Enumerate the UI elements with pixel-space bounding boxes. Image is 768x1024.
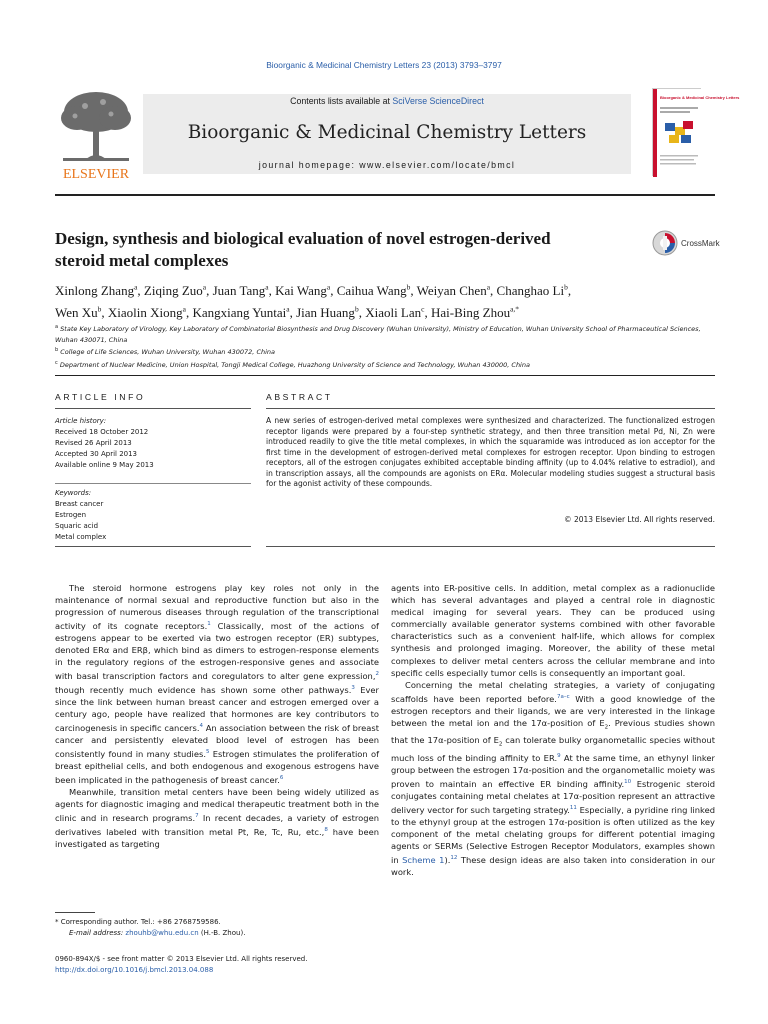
body-column-left bbox=[55, 582, 379, 850]
author: Juan Tang$^a$, bbox=[212, 283, 276, 299]
body-paragraph: agents into ER-positive cells. In addition, metal complex as a radionuclide which has several advantages and played a central role in diagnostic medical imaging for several years. They can be produced using commercially available generator systems combined with other favorable characteristics such as a convenient half-life, which allows for complex synthesis and prolonged imaging. Moreover, the ability of these metal complexes to deliver metal centers across the cellular membrane and into specific cells especially tumor cells is consequently an important goal. bbox=[391, 583, 715, 678]
abstract-heading: ABSTRACT bbox=[266, 392, 333, 402]
author: Xiaoli Lan$^c$, bbox=[365, 304, 431, 320]
body-column-right bbox=[391, 582, 715, 878]
abstract-copyright: © 2013 Elsevier Ltd. All rights reserved. bbox=[564, 515, 715, 524]
author: Caihua Wang$^b$, bbox=[336, 283, 417, 299]
reference-link[interactable]: 10 bbox=[624, 779, 632, 786]
journal-homepage[interactable]: journal homepage: www.elsevier.com/locate/bmcl bbox=[258, 160, 516, 170]
reference-link[interactable]: 11 bbox=[569, 805, 577, 812]
front-matter bbox=[55, 954, 455, 976]
header-rule bbox=[55, 194, 715, 196]
author: Kangxiang Yuntai$^a$, bbox=[192, 304, 297, 320]
journal-title: Bioorganic & Medicinal Chemistry Letters bbox=[187, 122, 587, 143]
author: Changhao Li$^b$, bbox=[496, 283, 572, 299]
keyword: Squaric acid bbox=[55, 522, 99, 530]
doi-link[interactable]: http://dx.doi.org/10.1016/j.bmcl.2013.04.088 bbox=[55, 966, 214, 974]
body-paragraph: Concerning the metal chelating strategies, a variety of conjugating scaffolds have been reported before.$^{7a-c}$ With a good knowledge of the estrogen receptors and their ligands, we are very interested in the linkage between the metal ion and the 17α-position of $E_2$. Previous studies shown that the 17α-position of $E_2$ can tolerate bulky organometallic species without much loss of the binding affinity to ER.$^9$ At the same time, an ethynyl linker group between the estrogen 17α-position and the organometallic moiety was proven to maintain an effective ER binding affinity.$^{10}$ Estrogenic steroid conjugates containing metal chelates at 17α-position represent an attractive delivery vector for such targeting strategy.$^{11}$ Especially, a pyridine ring linked to the ethynyl group at the estrogen 17α-position is often utilized as the key component of the metal chelating groups for different potential imaging agents or SERMs (Selective Estrogen Receptor Modulators, examples shown in Scheme 1).$^{12}$ These design ideas are also taken into consideration in our work. bbox=[391, 679, 715, 878]
abstract-text: A new series of estrogen-derived metal complexes were synthesized and characterized. The functionalized estrogen receptor ligands were prepared by a four-step synthetic strategy, and then three transition metal Pd, Ni, Zn were introduced readily to give the title metal complexes, in which the squaramide was introduced as ion acceptor for the first time in the development of estrogen-derived metal complexes for estrogen receptor. Upon binding to estrogen receptors, all of the estrogen conjugates exhibited acceptable binding affinity (up to 4.04% relative to estradiol), and in transcription assays, all the compounds are agonists on ERα. Molecular modeling studies suggest a structural basis for the agonist activity of these compounds. bbox=[266, 416, 715, 488]
crossmark-badge[interactable] bbox=[652, 230, 720, 256]
affiliation-a: $^a$ State Key Laboratory of Virology, Key Laboratory of Combinatorial Biosynthesis and Drug Discovery (Wuhan University), Ministry of Education, Wuhan University School of Pharmaceutical Sciences, Wuhan 430071, China bbox=[55, 324, 701, 344]
crossmark-label: CrossMark bbox=[681, 238, 720, 248]
corresponding-author: * Corresponding author. Tel.: +86 2768759586. bbox=[55, 918, 221, 926]
email-line: E-mail address: zhouhb@whu.edu.cn (H.-B. Zhou). bbox=[69, 929, 246, 937]
body-paragraph: The steroid hormone estrogens play key roles not only in the maintenance of normal sexual and reproductive function but also in the progression of numerous diseases through regulation of the transcriptional activity of its cognate receptors.$^1$ Classically, most of the actions of estrogens appear to be exerted via two estrogen receptor (ER) subtypes, denoted ERα and ERβ, which bind as dimers to estrogen-response elements in the regulatory regions of the estrogen-responsive genes and associate with basal transcription factors and coregulators to alter gene expression,$^2$ though recently much evidence has shown some other pathways.$^3$ Ever since the link between human breast cancer and estrogen emerged over a century ago, people have realized that hormones are key contributors to carcinogenesis in specific cancers.$^4$ An association between the risk of breast cancer and persistently elevated blood level of estrogen has been consistently found in many studies.$^5$ Estrogen stimulates the proliferation of breast epithelial cells, and both endogenous and exogenous estrogens have been implicated in the pathogenesis of breast cancer.$^6$ bbox=[55, 583, 380, 786]
author: Weiyan Chen$^a$, bbox=[416, 283, 497, 299]
elsevier-wordmark: ELSEVIER bbox=[62, 167, 130, 182]
contents-prefix: Contents lists available at bbox=[290, 96, 393, 106]
keywords bbox=[55, 488, 251, 543]
reference-link[interactable]: 2 bbox=[375, 671, 379, 678]
body-paragraph: Meanwhile, transition metal centers have been being widely utilized as agents for diagnostic imaging and medical therapeutic treatment both in the clinic and in research programs.$^7$ In recent decades, a variety of estrogen derivatives labeled with transition metal Pt, Re, Tc, Ru, etc.,$^8$ have been investigated as targeting bbox=[55, 787, 379, 850]
elsevier-logo[interactable] bbox=[55, 88, 137, 184]
article-title-line-1: Design, synthesis and biological evaluation of novel estrogen-derived bbox=[55, 229, 551, 248]
history-online: Available online 9 May 2013 bbox=[55, 461, 154, 469]
journal-banner bbox=[55, 88, 740, 186]
author: Hai-Bing Zhou$^{a,*}$ bbox=[431, 304, 520, 320]
affiliation-rule bbox=[55, 375, 715, 376]
reference-link[interactable]: 9 bbox=[557, 753, 561, 760]
journal-cover-thumbnail[interactable] bbox=[652, 88, 740, 176]
author: Jian Huang$^b$, bbox=[296, 304, 366, 320]
history-received: Received 18 October 2012 bbox=[55, 428, 149, 436]
author: Wen Xu$^b$, bbox=[55, 304, 108, 320]
footnote-rule bbox=[55, 912, 95, 913]
article-history bbox=[55, 416, 251, 471]
keywords-label: Keywords: bbox=[55, 489, 92, 497]
reference-link[interactable]: 6 bbox=[279, 775, 284, 782]
issn-line: 0960-894X/$ - see front matter © 2013 Elsevier Ltd. All rights reserved. bbox=[55, 955, 308, 963]
reference-link[interactable]: 3 bbox=[351, 685, 355, 692]
history-accepted: Accepted 30 April 2013 bbox=[55, 450, 138, 458]
keyword: Metal complex bbox=[55, 533, 107, 541]
keyword: Breast cancer bbox=[55, 500, 104, 508]
article-info-end-rule bbox=[55, 546, 251, 547]
author: Xinlong Zhang$^a$, bbox=[55, 283, 144, 299]
author: Kai Wang$^a$, bbox=[275, 283, 337, 299]
reference-link[interactable]: 5 bbox=[205, 749, 210, 756]
crossmark-icon bbox=[652, 230, 678, 256]
sciencedirect-link[interactable]: SciVerse ScienceDirect bbox=[392, 96, 484, 106]
author: Ziqing Zuo$^a$, bbox=[143, 283, 213, 299]
journal-info-box bbox=[143, 94, 631, 174]
corresponding-author-footnote bbox=[55, 917, 379, 939]
reference-link[interactable]: 1 bbox=[207, 621, 211, 628]
scheme-1-link[interactable]: Scheme 1 bbox=[402, 855, 445, 866]
abstract-end-rule bbox=[266, 546, 715, 547]
reference-link[interactable]: 7a–c bbox=[556, 693, 570, 700]
affiliations bbox=[55, 322, 715, 370]
author-list bbox=[55, 279, 715, 322]
reference-link[interactable]: 4 bbox=[199, 723, 203, 730]
article-info-rule bbox=[55, 408, 251, 409]
article-info-heading: ARTICLE INFO bbox=[55, 392, 146, 402]
cover-title: Bioorganic & Medicinal Chemistry Letters bbox=[660, 95, 740, 100]
reference-link[interactable]: 8 bbox=[324, 827, 328, 834]
author: Xiaolin Xiong$^a$, bbox=[107, 304, 193, 320]
affiliation-c: $^c$ Department of Nuclear Medicine, Union Hospital, Tongji Medical College, Huazhong University of Science and Technology, Wuhan 430000, China bbox=[55, 359, 530, 369]
reference-link[interactable]: 7 bbox=[195, 813, 199, 820]
article-title bbox=[55, 228, 635, 272]
keywords-rule bbox=[55, 483, 251, 484]
reference-link[interactable]: 12 bbox=[450, 855, 458, 862]
history-label: Article history: bbox=[55, 417, 107, 425]
history-revised: Revised 26 April 2013 bbox=[55, 439, 132, 447]
contents-line bbox=[143, 94, 631, 106]
abstract-rule bbox=[266, 408, 715, 409]
affiliation-b: $^b$ College of Life Sciences, Wuhan University, Wuhan 430072, China bbox=[55, 347, 276, 357]
article-title-line-2: steroid metal complexes bbox=[55, 251, 229, 270]
journal-citation[interactable]: Bioorganic & Medicinal Chemistry Letters 23 (2013) 3793–3797 bbox=[266, 60, 502, 70]
keyword: Estrogen bbox=[55, 511, 87, 519]
author-email-link[interactable]: zhouhb@whu.edu.cn bbox=[125, 929, 199, 937]
